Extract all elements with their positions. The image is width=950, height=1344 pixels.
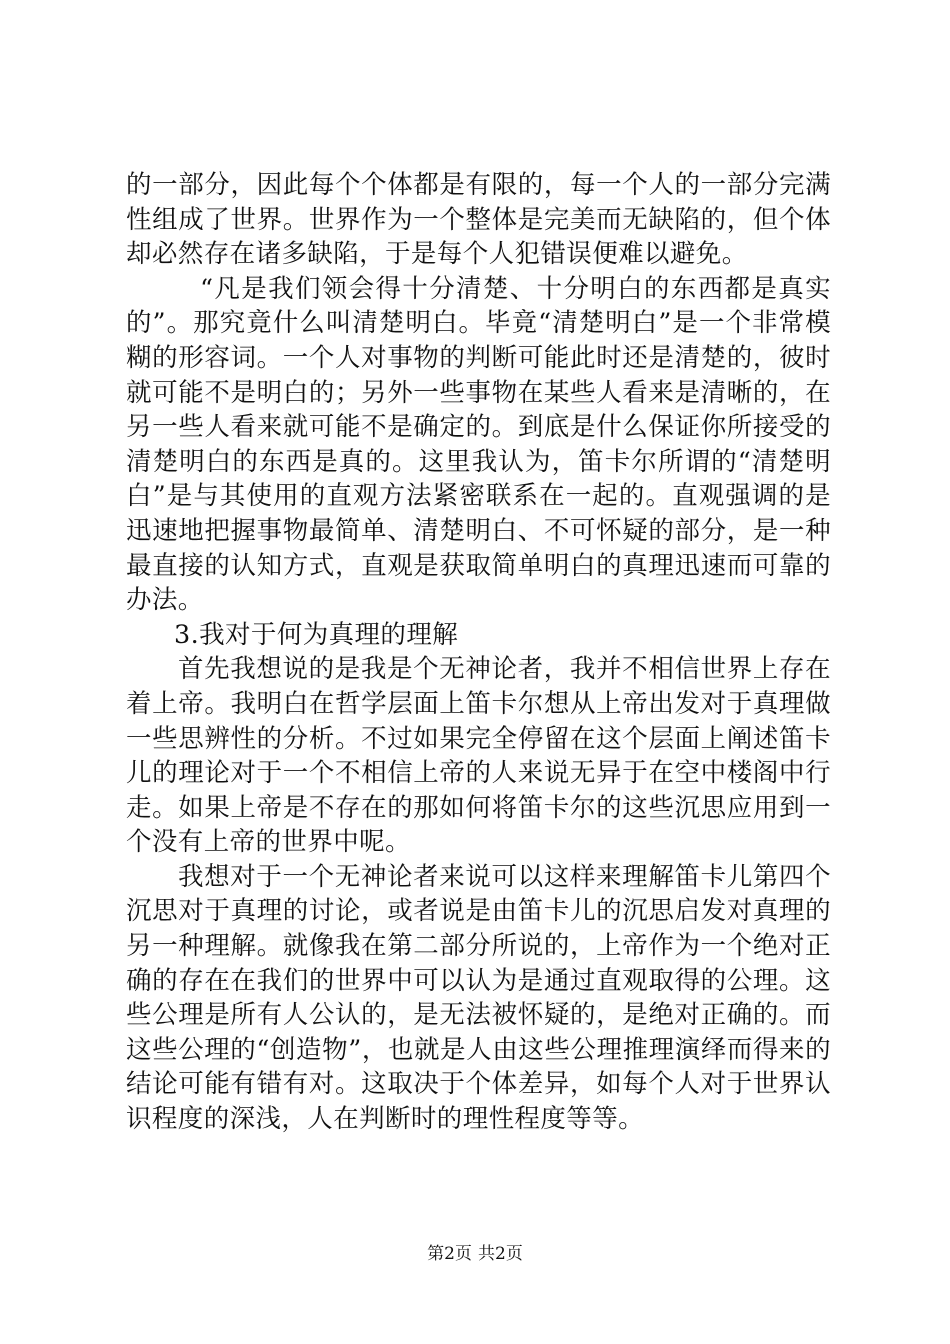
page-footer <box>0 1243 950 1265</box>
paragraph-clear-and-distinct: “凡是我们领会得十分清楚、十分明白的东西都是真实的”。那究竟什么叫清楚明白。毕竟“清楚明白”是一个非常模糊的形容词。一个人对事物的判断可能此时还是清楚的，彼时就可能不是明白的；另外一些事物在某些人看来是清晰的，在另一些人看来就可能不是确定的。到底是什么保证你所接受的清楚明白的东西是真的。这里我认为，笛卡尔所谓的“清楚明白”是与其使用的直观方法紧密联系在一起的。直观强调的是迅速地把握事物最简单、清楚明白、不可怀疑的部分，是一种最直接的认知方式，直观是获取简单明白的真理迅速而可靠的办法。 <box>126 273 831 616</box>
page-number: 第2页 <box>427 1244 472 1264</box>
page-total: 共2页 <box>478 1244 523 1264</box>
paragraph-atheist-view: 首先我想说的是我是个无神论者，我并不相信世界上存在着上帝。我明白在哲学层面上笛卡尔想从上帝出发对于真理做一些思辨性的分析。不过如果完全停留在这个层面上阐述笛卡儿的理论对于一个不相信上帝的人来说无异于在空中楼阁中行走。如果上帝是不存在的那如何将笛卡尔的这些沉思应用到一个没有上帝的世界中呢。 <box>126 654 831 858</box>
document-body <box>126 168 831 1137</box>
paragraph-truth-understanding: 我想对于一个无神论者来说可以这样来理解笛卡儿第四个沉思对于真理的讨论，或者说是由笛卡儿的沉思启发对真理的另一种理解。就像我在第二部分所说的，上帝作为一个绝对正确的存在在我们的世界中可以认为是通过直观取得的公理。这些公理是所有人公认的，是无法被怀疑的，是绝对正确的。而这些公理的“创造物”，也就是人由这些公理推理演绎而得来的结论可能有错有对。这取决于个体差异，如每个人对于世界认识程度的深浅，人在判断时的理性程度等等。 <box>126 861 831 1135</box>
section-heading: 3.我对于何为真理的理解 <box>174 619 459 650</box>
paragraph-continued: 的一部分，因此每个个体都是有限的，每一个人的一部分完满性组成了世界。世界作为一个整体是完美而无缺陷的，但个体却必然存在诸多缺陷，于是每个人犯错误便难以避免。 <box>126 170 831 270</box>
